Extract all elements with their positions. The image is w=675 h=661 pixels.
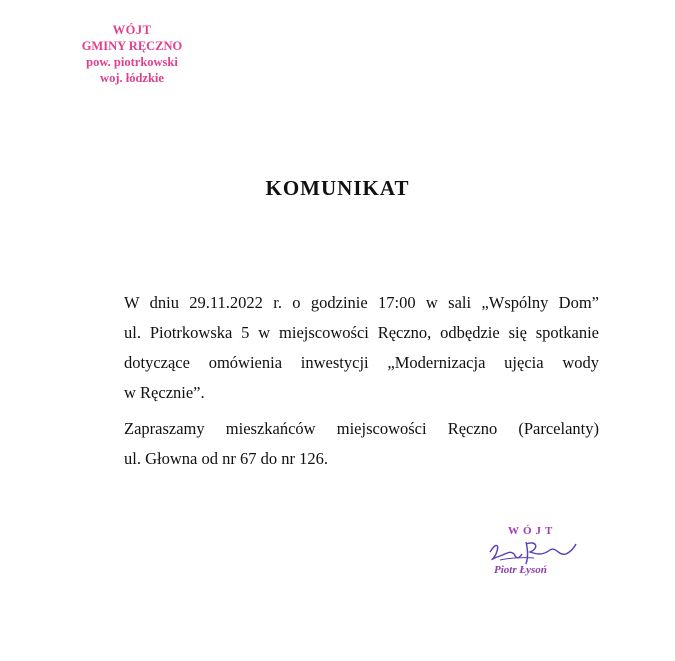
- document-title: KOMUNIKAT: [265, 176, 410, 200]
- paragraph-1-line-2: ul. Piotrkowska 5 w miejscowości Ręczno, odbędzie się spotkanie: [124, 323, 599, 342]
- stamp-line-4: woj. łódzkie: [100, 71, 164, 85]
- stamp-line-1: WÓJT: [112, 23, 152, 37]
- document-body: [84, 288, 599, 480]
- stamp-line-3: pow. piotrkowski: [86, 55, 178, 69]
- signature-stamp-title: WÓJT: [508, 525, 557, 537]
- signature-name: Piotr Łysoń: [494, 564, 547, 576]
- paragraph-1-line-3: dotyczące omówienia inwestycji „Modernizacja ujęcia wody: [124, 353, 599, 372]
- paragraph-1-line-4: w Ręcznie”.: [124, 383, 205, 402]
- signature-block: [470, 520, 610, 590]
- paragraph-2-line-2: ul. Głowna od nr 67 do nr 126.: [124, 449, 328, 468]
- paragraph-1-line-1: W dniu 29.11.2022 r. o godzinie 17:00 w sali „Wspólny Dom”: [124, 293, 599, 312]
- handwritten-signature: [470, 520, 610, 590]
- paragraph-2-line-1: Zapraszamy mieszkańców miejscowości Ręczno (Parcelanty): [124, 419, 599, 438]
- header-stamp: [62, 22, 202, 86]
- paragraph-2: [84, 414, 599, 474]
- stamp-line-2: GMINY RĘCZNO: [81, 39, 183, 53]
- paragraph-1: [84, 288, 599, 408]
